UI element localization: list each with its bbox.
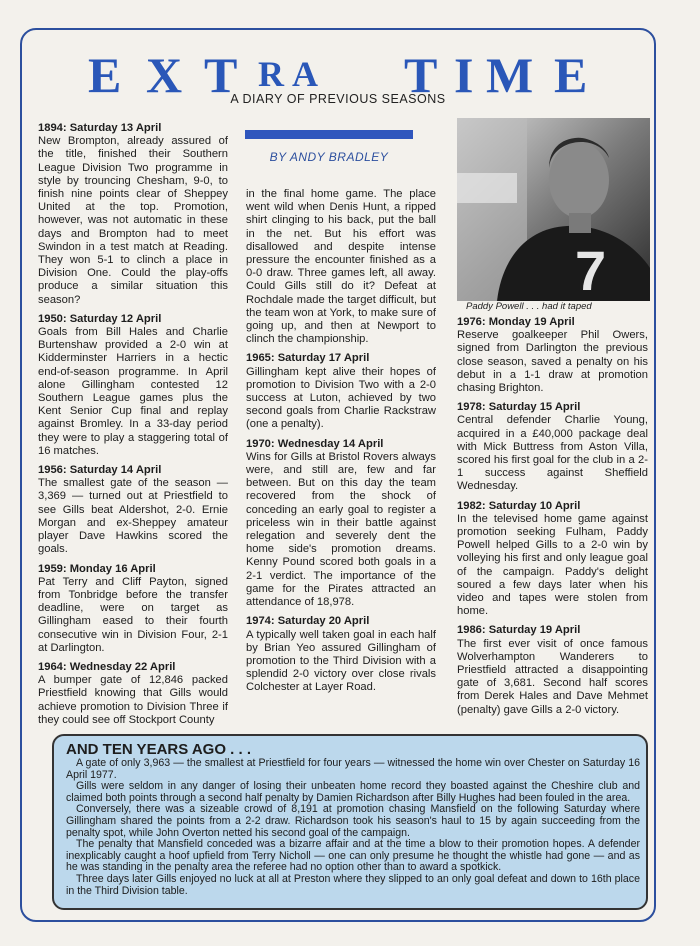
paragraph: Three days later Gills enjoyed no luck at all at Preston where they slipped to an only goal defeat and down to 16th place in the Third Division table. [66,872,640,897]
paragraph: Conversely, there was a sizeable crowd of 8,191 at promotion chasing Mansfield on the following Saturday where Gillingham shared the points from a 2-2 draw. Richardson took his season's haul to 15 by again succeeding from the penalty spot, while John Overton netted his second goal of the campaign. [66,803,640,839]
column-3 [457,316,648,717]
entry-heading: 1970: Wednesday 14 April [246,437,384,450]
entry-text: Wins for Gills at Bristol Rovers always were, and still are, few and far between. But on this day the team recovered from the shock of conceding an early goal to register a priceless win in their battle against relegation and severely dent the home side's promotion dreams. Kenny Pound scored both goals in a 2-1 verdict. The importance of the game for the Pirates attracted an attendance of 18,978. [246,450,436,609]
ten-years-ago-body [66,758,640,897]
photo-caption: Paddy Powell . . . had it taped [466,301,592,312]
entry-heading: 1950: Saturday 12 April [38,312,162,325]
player-photo [457,118,650,301]
byline: BY ANDY BRADLEY [269,150,389,164]
masthead [20,40,656,110]
entry-heading: 1978: Saturday 15 April [457,401,581,414]
shirt-number: 7 [575,239,607,301]
title-letter: X [146,47,183,103]
entry-heading: 1974: Saturday 20 April [246,615,370,628]
title-letter: T [404,47,438,103]
column-1 [38,122,228,727]
entry-text: Central defender Charlie Young, acquired in a £40,000 package deal with Mick Buttress from Aston Villa, scored his first goal for the club in a 2-1 success against Sheffield Wednesday. [457,414,648,493]
title-letter: A [292,54,318,94]
entry-heading: 1982: Saturday 10 April [457,499,581,512]
title-letter: E [554,47,588,103]
page-subtitle: A DIARY OF PREVIOUS SEASONS [230,92,446,106]
entry-heading: 1959: Monday 16 April [38,562,156,575]
entry-text: The first ever visit of once famous Wolverhampton Wanderers to Priestfield attracted a disappointing gate of 3,681. Second half scores from Derek Hales and Dave Mehmet (penalty) gave Gills a 2-0 victory. [457,637,648,716]
entry-text: Pat Terry and Cliff Payton, signed from Tonbridge before the transfer deadline, were on target as Gillingham eased to their fourth consecutive win in Division Four, 2-1 at Darlington. [38,575,228,654]
paragraph: Gills were seldom in any danger of losing their unbeaten home record they boasted against the Cheshire club and claimed both points through a second half penalty by Damien Richardson after Billy Hughes had been fouled in the area. [66,780,640,804]
entry-heading: 1956: Saturday 14 April [38,464,162,477]
entry-heading: 1976: Monday 19 April [457,316,575,328]
player-photo-illustration [457,118,650,301]
entry-text: in the final home game. The place went wild when Denis Hunt, a ripped shirt clinging to his back, put the ball in the net. But his effort was disallowed and despite intense pressure the encounter finished as a 0-0 draw. Three games left, all away. Could Gills still do it? Defeat at Rochdale made the target difficult, but the team won at York, to make sure of going up, and then at Newport to clinch the championship. [246,188,436,346]
entry-text: Gillingham kept alive their hopes of promotion to Division Two with a 2-0 success at Luton, achieved by two second goals from Charlie Rackstraw (one a penalty). [246,365,436,431]
entry-text: In the televised home game against promotion seeking Fulham, Paddy Powell helped Gills to a 2-0 win by volleying his first and only league goal of the campaign. Paddy's delight soured a few days later when his video and tapes were stolen from home. [457,512,648,618]
entry-text: A typically well taken goal in each half by Brian Yeo assured Gillingham of promotion to the Third Division with a splendid 2-0 victory over close rivals Colchester at Layer Road. [246,628,436,694]
column-2 [246,188,436,695]
entry-text: New Brompton, already assured of the title, finished their Southern League Division Two programme in style by trouncing Chesham, 9-0, to finish nine points clear of Sheppey United at the top. Promotion, however, was not automatic in these days and Brompton had to meet Swindon in a test match at Reading. They won 5-1 to clinch a place in Division One. Could the play-offs produce a similar situation this season? [38,135,228,306]
entry-heading: 1894: Saturday 13 April [38,122,162,134]
title-letter: I [454,47,474,103]
paragraph: A gate of only 3,963 — the smallest at Priestfield for four years — witnessed the home win over Chester on Saturday 16 April 1977. [66,757,640,781]
byline-rule [245,130,413,139]
paragraph: The penalty that Mansfield conceded was a bizarre affair and at the time a blow to their promotion hopes. A defender inexplicably caught a hoof upfield from Terry Nicholl — one can only presume he thought the whistle had gone — and as he was standing in the penalty area the referee had no option other than to award a spotkick. [66,838,640,874]
entry-heading: 1964: Wednesday 22 April [38,660,176,673]
entry-text: Goals from Bill Hales and Charlie Burtenshaw provided a 2-0 win at Kidderminster Harriers in a hectic end-of-season programme. In April alone Gillingham contested 12 Southern League games plus the Kent Senior Cup final and replay against Bromley. In a 33-day period they were to play a staggering total of 16 matches. [38,326,228,457]
ten-years-ago-heading: AND TEN YEARS AGO . . . [66,741,252,758]
title-letter: E [88,47,122,103]
title-letter: T [204,47,238,103]
title-letter: R [258,54,284,94]
title-letter: M [486,47,534,103]
entry-text: A bumper gate of 12,846 packed Priestfield knowing that Gills would achieve promotion to Division Three if they could see off Stockport County [38,674,228,726]
entry-text: Reserve goalkeeper Phil Owers, signed from Darlington the previous close season, saved a penalty on his debut in a 1-1 draw at promotion chasing Brighton. [457,329,648,395]
entry-text: The smallest gate of the season — 3,369 — turned out at Priestfield to see Gills beat Aldershot, 2-0. Ernie Morgan and ex-Sheppey amateur player Dave Hawkins scored the goals. [38,477,228,556]
entry-heading: 1965: Saturday 17 April [246,352,370,365]
ten-years-ago-box [52,734,648,910]
entry-heading: 1986: Saturday 19 April [457,624,581,637]
